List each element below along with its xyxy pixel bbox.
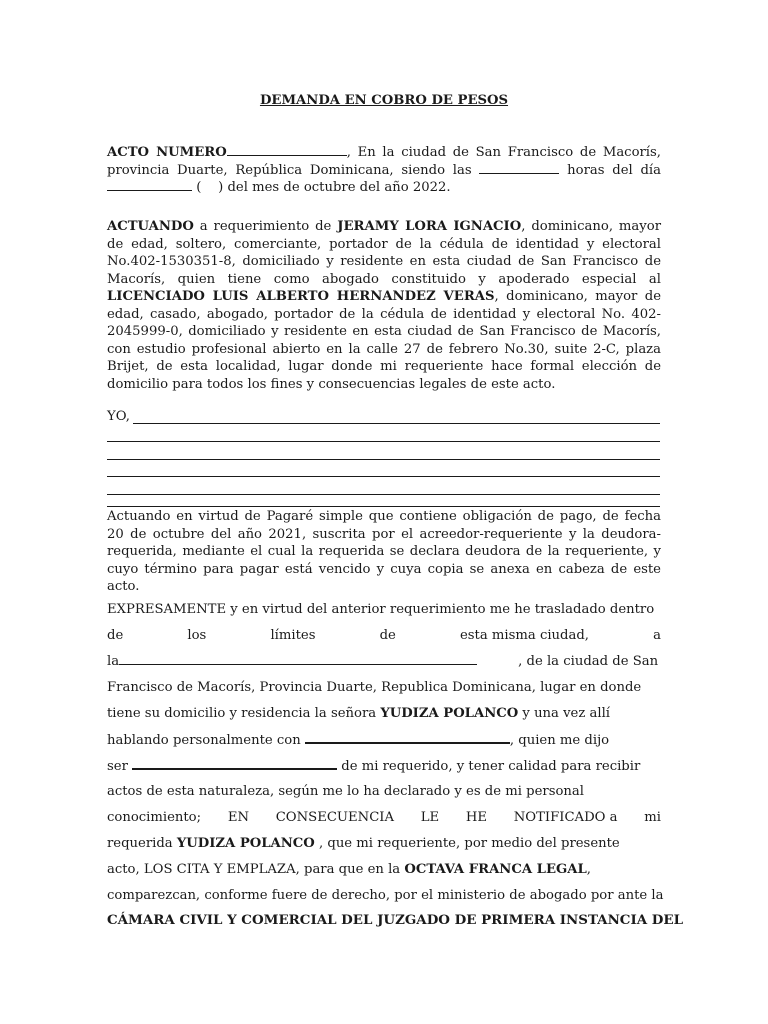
hours-blank[interactable]	[479, 162, 559, 174]
yo-blank-line-1[interactable]	[133, 423, 660, 424]
hablando-text-1: hablando personalmente con	[107, 733, 305, 748]
yo-blank-line-3[interactable]	[107, 459, 660, 460]
limites-word-5: esta misma ciudad,	[459, 628, 589, 643]
acto-numero-label: ACTO NUMERO	[107, 145, 227, 160]
emplaza-text-2: ,	[586, 862, 591, 877]
lawyer-name: LICENCIADO LUIS ALBERTO HERNANDEZ VERAS	[107, 289, 495, 304]
ser-line	[107, 757, 661, 775]
notificado-word-6: NOTIFICADO a	[513, 810, 618, 825]
camara-line	[107, 912, 684, 930]
comparezcan-line	[107, 887, 664, 905]
address-line	[107, 653, 661, 671]
expresamente-line	[107, 601, 661, 619]
limites-word-4: de	[379, 628, 396, 643]
ser-text-2: de mi requerido, y tener calidad para recibir	[337, 759, 641, 774]
plazo-label: OCTAVA FRANCA LEGAL	[404, 862, 587, 877]
yo-blank-line-2[interactable]	[107, 441, 660, 442]
limites-word-1: de	[107, 628, 124, 643]
comparezcan-text: comparezcan, conforme fuere de derecho, por el ministerio de abogado por ante la	[107, 888, 664, 903]
yo-label: YO,	[107, 409, 130, 424]
limites-line	[107, 627, 661, 645]
hablando-text-2: , quien me dijo	[509, 733, 610, 748]
actos-line	[107, 783, 661, 801]
emplaza-line	[107, 861, 661, 879]
acto-text-3: (	[192, 180, 202, 195]
yo-blank-line-6[interactable]	[107, 506, 660, 507]
acto-text-1: , En la ciudad de San Francisco de Macorís, provincia Duarte, República Dominicana, siendo las	[107, 145, 661, 178]
requerida-text-2: , que mi requeriente, por medio del presente	[314, 836, 620, 851]
document-title: DEMANDA EN COBRO DE PESOS	[259, 93, 509, 108]
ser-text-1: ser	[107, 759, 133, 774]
acto-number-blank[interactable]	[227, 144, 347, 156]
pagare-paragraph: Actuando en virtud de Pagaré simple que contiene obligación de pago, de fecha 20 de octubre del año 2021, suscrita por el acreedor-requeriente y la deudora-requerida, mediante el cual la requerida se declara deudora de la requeriente, y cuyo término para pagar está vencido y cuya copia se anexa en cabeza de este acto.	[107, 509, 661, 594]
actos-text: actos de esta naturaleza, según me lo ha declarado y es de mi personal	[107, 784, 584, 799]
expresamente-text: EXPRESAMENTE y en virtud del anterior requerimiento me he trasladado dentro	[107, 602, 655, 617]
camara-text: CÁMARA CIVIL Y COMERCIAL DEL JUZGADO DE PRIMERA INSTANCIA DEL	[107, 912, 684, 928]
actuando-text-3: , dominicano, mayor de edad, casado, abogado, portador de la cédula de identidad y electoral No. 402-2045999-0, domiciliado y residente en esta ciudad de San Francisco de Macorís, con estudio profesional abierto en la calle 27 de febrero No.30, suite 2-C, plaza Brijet, de esta localidad, lugar donde mi requeriente hace formal elección de domicilio para todos los fines y consecuencias legales de este acto.	[107, 289, 661, 392]
notificado-line	[107, 809, 661, 827]
yo-blank-line-5[interactable]	[107, 494, 660, 495]
acto-paragraph	[107, 144, 661, 197]
actuando-label: ACTUANDO	[107, 219, 194, 234]
day-blank[interactable]	[107, 179, 192, 191]
emplaza-text-1: acto, LOS CITA Y EMPLAZA, para que en la	[107, 862, 405, 877]
limites-word-2: los	[187, 628, 207, 643]
francisco-text: Francisco de Macorís, Provincia Duarte, Republica Dominicana, lugar en donde	[107, 680, 642, 695]
francisco-line	[107, 679, 661, 697]
limites-word-3: límites	[270, 628, 316, 643]
requerida-name-1: YUDIZA POLANCO	[380, 706, 519, 721]
notificado-word-7: mi	[644, 810, 661, 825]
relation-blank[interactable]	[132, 757, 337, 770]
client-name: JERAMY LORA IGNACIO	[337, 219, 522, 234]
notificado-word-1: conocimiento;	[107, 810, 202, 825]
requerida-text-1: requerida	[107, 836, 177, 851]
requerida-name-2: YUDIZA POLANCO	[176, 836, 315, 851]
notificado-word-4: LE	[420, 810, 440, 825]
yo-blank-line-4[interactable]	[107, 476, 660, 477]
actuando-text-2: , dominicano, mayor de edad, soltero, comerciante, portador de la cédula de identidad y electoral No.402-1530351-8, domiciliado y residente en esta ciudad de San Francisco de Macorís, quien tiene como abogado constituido y apoderado especial al	[107, 219, 661, 287]
domicilio-line	[107, 705, 661, 723]
notificado-word-5: HE	[465, 810, 488, 825]
notificado-word-3: CONSECUENCIA	[275, 810, 395, 825]
domicilio-text-1: tiene su domicilio y residencia la señora	[107, 706, 381, 721]
acto-text-4: ) del mes de octubre del año 2022.	[218, 180, 451, 195]
limites-word-6: a	[653, 628, 661, 643]
person-blank[interactable]	[305, 731, 510, 744]
domicilio-text-2: y una vez allí	[518, 706, 611, 721]
address-city: , de la ciudad de San	[518, 654, 659, 669]
actuando-text-1: a requerimiento de	[193, 219, 338, 234]
address-blank[interactable]	[119, 653, 477, 665]
actuando-paragraph	[107, 218, 661, 393]
acto-text-2: horas del día	[559, 162, 661, 178]
address-la: la	[107, 654, 120, 669]
notificado-word-2: EN	[227, 810, 249, 825]
hablando-line	[107, 731, 661, 749]
requerida-line	[107, 835, 661, 853]
